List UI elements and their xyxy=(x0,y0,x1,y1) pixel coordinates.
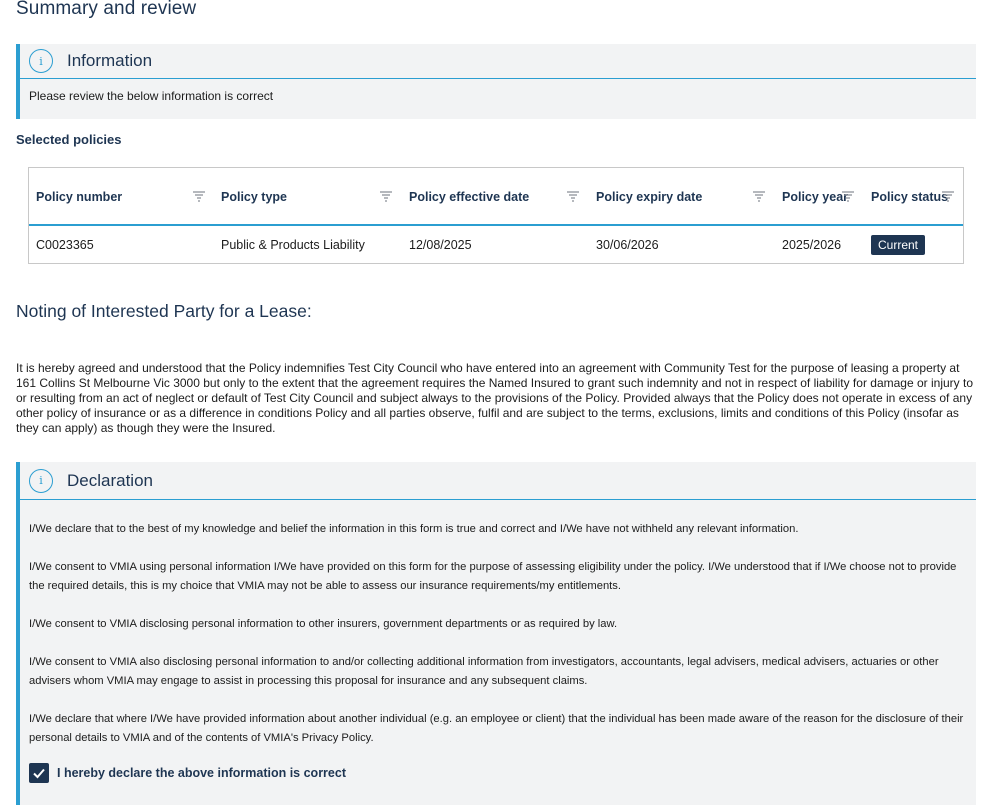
info-icon: i xyxy=(29,49,53,73)
checkmark-icon xyxy=(32,766,46,780)
declaration-panel xyxy=(16,462,976,805)
cell-effective-date: 12/08/2025 xyxy=(409,237,472,252)
filter-icon[interactable] xyxy=(842,190,854,202)
selected-policies-label: Selected policies xyxy=(16,132,122,147)
filter-icon[interactable] xyxy=(942,190,954,202)
info-icon: i xyxy=(29,469,53,493)
declaration-checkbox-label[interactable]: I hereby declare the above information is correct xyxy=(57,766,346,780)
lease-title: Noting of Interested Party for a Lease: xyxy=(16,301,312,321)
cell-policy-status xyxy=(871,226,925,263)
cell-policy-number: C0023365 xyxy=(36,237,94,252)
declaration-paragraph: I/We declare that where I/We have provided information about another individual (e.g. an employee or client) that the individual has been made aware of the reason for the disclosure of their personal details to VMIA and of the contents of VMIA's Privacy Policy. xyxy=(29,713,964,744)
declaration-checkbox[interactable] xyxy=(29,763,49,783)
column-header-effective-date[interactable]: Policy effective date xyxy=(409,190,530,204)
declaration-header xyxy=(20,462,976,500)
declaration-paragraph: I/We declare that to the best of my knowledge and belief the information in this form is true and correct and I/We have not withheld any relevant information. xyxy=(29,523,799,535)
page-title: Summary and review xyxy=(16,0,197,19)
column-header-policy-type[interactable]: Policy type xyxy=(221,190,287,204)
column-header-expiry-date[interactable]: Policy expiry date xyxy=(596,190,703,204)
cell-policy-type: Public & Products Liability xyxy=(221,237,365,252)
cell-policy-year: 2025/2026 xyxy=(782,237,842,252)
declaration-paragraph: I/We consent to VMIA using personal information I/We have provided on this form for the purpose of assessing eligibility under the policy. I/We understood that if I/We choose not to provide the required details, this is my choice that VMIA may not be able to assess our insurance requirements/my entitlements. xyxy=(29,561,957,592)
information-message: Please review the below information is correct xyxy=(29,89,274,103)
declaration-paragraph: I/We consent to VMIA also disclosing personal information to and/or collecting additional information from investigators, accountants, legal advisers, medical advisers, actuaries or other advisers whom VMIA may engage to assist in processing this proposal for insurance and any subsequent claims. xyxy=(29,656,939,687)
filter-icon[interactable] xyxy=(193,190,205,202)
table-header xyxy=(29,168,963,226)
column-header-policy-number[interactable]: Policy number xyxy=(36,190,123,204)
declaration-checkbox-row[interactable] xyxy=(29,763,967,783)
filter-icon[interactable] xyxy=(380,190,392,202)
table-row[interactable] xyxy=(29,226,963,263)
status-badge: Current xyxy=(871,235,925,255)
declaration-paragraph: I/We consent to VMIA disclosing personal information to other insurers, government departments or as required by law. xyxy=(29,618,618,630)
information-panel xyxy=(16,44,976,119)
declaration-body xyxy=(20,500,976,783)
filter-icon[interactable] xyxy=(567,190,579,202)
lease-text: It is hereby agreed and understood that the Policy indemnifies Test City Council who have entered into an agreement with Community Test for the purpose of leasing a property at 161 Collins St Melbourne Vic 3000 but only to the extent that the agreement requires the Named Insured to grant such indemnity and not in respect of liability for damage or injury to or resulting from an act of neglect or default of Test City Council and subject always to the provisions of the Policy. Provided always that the Policy does not operate in excess of any other policy of insurance or as a difference in conditions Policy and all parties observe, fulfil and are subject to the terms, exclusions, limits and conditions of this Policy (insofar as they can apply) as though they were the Insured. xyxy=(16,361,973,435)
declaration-title: Declaration xyxy=(67,470,153,490)
column-header-policy-year[interactable]: Policy year xyxy=(782,190,849,204)
policies-table xyxy=(28,167,964,264)
information-header xyxy=(20,44,976,79)
information-title: Information xyxy=(67,51,153,70)
filter-icon[interactable] xyxy=(753,190,765,202)
column-header-policy-status[interactable]: Policy status xyxy=(871,190,949,204)
cell-expiry-date: 30/06/2026 xyxy=(596,237,659,252)
